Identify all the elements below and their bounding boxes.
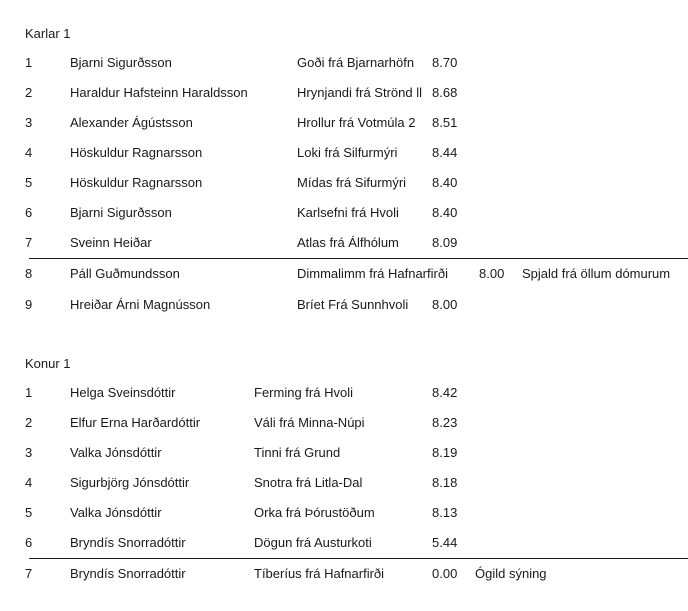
score: 8.44	[432, 145, 458, 160]
rank: 6	[25, 205, 33, 220]
result-row-karlar-7	[0, 228, 688, 258]
horse-name: Goði frá Bjarnarhöfn	[297, 55, 415, 70]
rider-name: Höskuldur Ragnarsson	[70, 175, 203, 190]
rider-name: Bryndís Snorradóttir	[70, 535, 186, 550]
score: 8.40	[432, 205, 458, 220]
rider-name: Alexander Ágústsson	[70, 115, 193, 130]
result-row-konur-6	[0, 528, 688, 558]
horse-name: Snotra frá Litla-Dal	[254, 475, 363, 490]
rider-name: Höskuldur Ragnarsson	[70, 145, 203, 160]
result-row-konur-2	[0, 408, 688, 438]
rank: 3	[25, 445, 33, 460]
top-margin	[0, 0, 688, 20]
rider-name: Haraldur Hafsteinn Haraldsson	[70, 85, 248, 100]
score: 8.09	[432, 235, 458, 250]
section-konur-1	[0, 350, 688, 590]
rank: 1	[25, 55, 33, 70]
rank: 9	[25, 297, 33, 312]
score: 5.44	[432, 535, 458, 550]
result-row-konur-7	[0, 558, 688, 590]
score: 8.40	[432, 175, 458, 190]
result-row-karlar-4	[0, 138, 688, 168]
rider-name: Bjarni Sigurðsson	[70, 55, 172, 70]
result-row-karlar-6	[0, 198, 688, 228]
horse-name: Atlas frá Álfhólum	[297, 235, 399, 250]
score: 8.42	[432, 385, 458, 400]
rank: 7	[25, 566, 33, 581]
score: 0.00	[432, 566, 458, 581]
rank: 8	[25, 266, 33, 281]
rank: 4	[25, 145, 33, 160]
result-row-konur-5	[0, 498, 688, 528]
result-row-karlar-5	[0, 168, 688, 198]
rider-name: Sigurbjörg Jónsdóttir	[70, 475, 190, 490]
score: 8.00	[432, 297, 458, 312]
horse-name: Dögun frá Austurkoti	[254, 535, 372, 550]
rider-name: Bjarni Sigurðsson	[70, 205, 172, 220]
rider-name: Sveinn Heiðar	[70, 235, 152, 250]
result-row-karlar-8	[0, 258, 688, 290]
score: 8.68	[432, 85, 458, 100]
section-title-konur: Konur 1	[25, 356, 71, 371]
score: 8.51	[432, 115, 458, 130]
section-karlar-1	[0, 20, 688, 320]
rider-name: Hreiðar Árni Magnússon	[70, 297, 211, 312]
rank: 5	[25, 175, 33, 190]
result-row-karlar-2	[0, 78, 688, 108]
rider-name: Bryndís Snorradóttir	[70, 566, 186, 581]
score: 8.18	[432, 475, 458, 490]
rider-name: Helga Sveinsdóttir	[70, 385, 176, 400]
horse-name: Ferming frá Hvoli	[254, 385, 353, 400]
rank: 3	[25, 115, 33, 130]
rank: 2	[25, 85, 33, 100]
horse-name: Hrynjandi frá Strönd ll	[297, 85, 422, 100]
horse-name: Dimmalimm frá Hafnarfirði	[297, 266, 448, 281]
rank: 4	[25, 475, 33, 490]
horse-name: Bríet Frá Sunnhvoli	[297, 297, 409, 312]
horse-name: Orka frá Þórustöðum	[254, 505, 375, 520]
result-row-konur-4	[0, 468, 688, 498]
rank: 6	[25, 535, 33, 550]
result-row-karlar-1	[0, 48, 688, 78]
rank: 1	[25, 385, 33, 400]
rider-name: Valka Jónsdóttir	[70, 445, 162, 460]
rank: 2	[25, 415, 33, 430]
horse-name: Loki frá Silfurmýri	[297, 145, 398, 160]
section-title-karlar: Karlar 1	[25, 26, 71, 41]
horse-name: Mídas frá Sifurmýri	[297, 175, 407, 190]
horse-name: Váli frá Minna-Núpi	[254, 415, 365, 430]
rank: 7	[25, 235, 33, 250]
rider-name: Elfur Erna Harðardóttir	[70, 415, 201, 430]
result-row-konur-1	[0, 378, 688, 408]
rank: 5	[25, 505, 33, 520]
score: 8.23	[432, 415, 458, 430]
score: 8.70	[432, 55, 458, 70]
rider-name: Valka Jónsdóttir	[70, 505, 162, 520]
section-gap	[0, 320, 688, 350]
rider-name: Páll Guðmundsson	[70, 266, 180, 281]
horse-name: Karlsefni frá Hvoli	[297, 205, 399, 220]
result-row-karlar-9	[0, 290, 688, 320]
score: 8.13	[432, 505, 458, 520]
score: 8.19	[432, 445, 458, 460]
horse-name: Hrollur frá Votmúla 2	[297, 115, 416, 130]
result-row-konur-3	[0, 438, 688, 468]
horse-name: Tíberíus frá Hafnarfirði	[254, 566, 385, 581]
judge-note: Spjald frá öllum dómurum	[522, 266, 671, 281]
horse-name: Tinni frá Grund	[254, 445, 341, 460]
score: 8.00	[479, 266, 505, 281]
result-row-karlar-3	[0, 108, 688, 138]
judge-note: Ógild sýning	[475, 566, 547, 581]
